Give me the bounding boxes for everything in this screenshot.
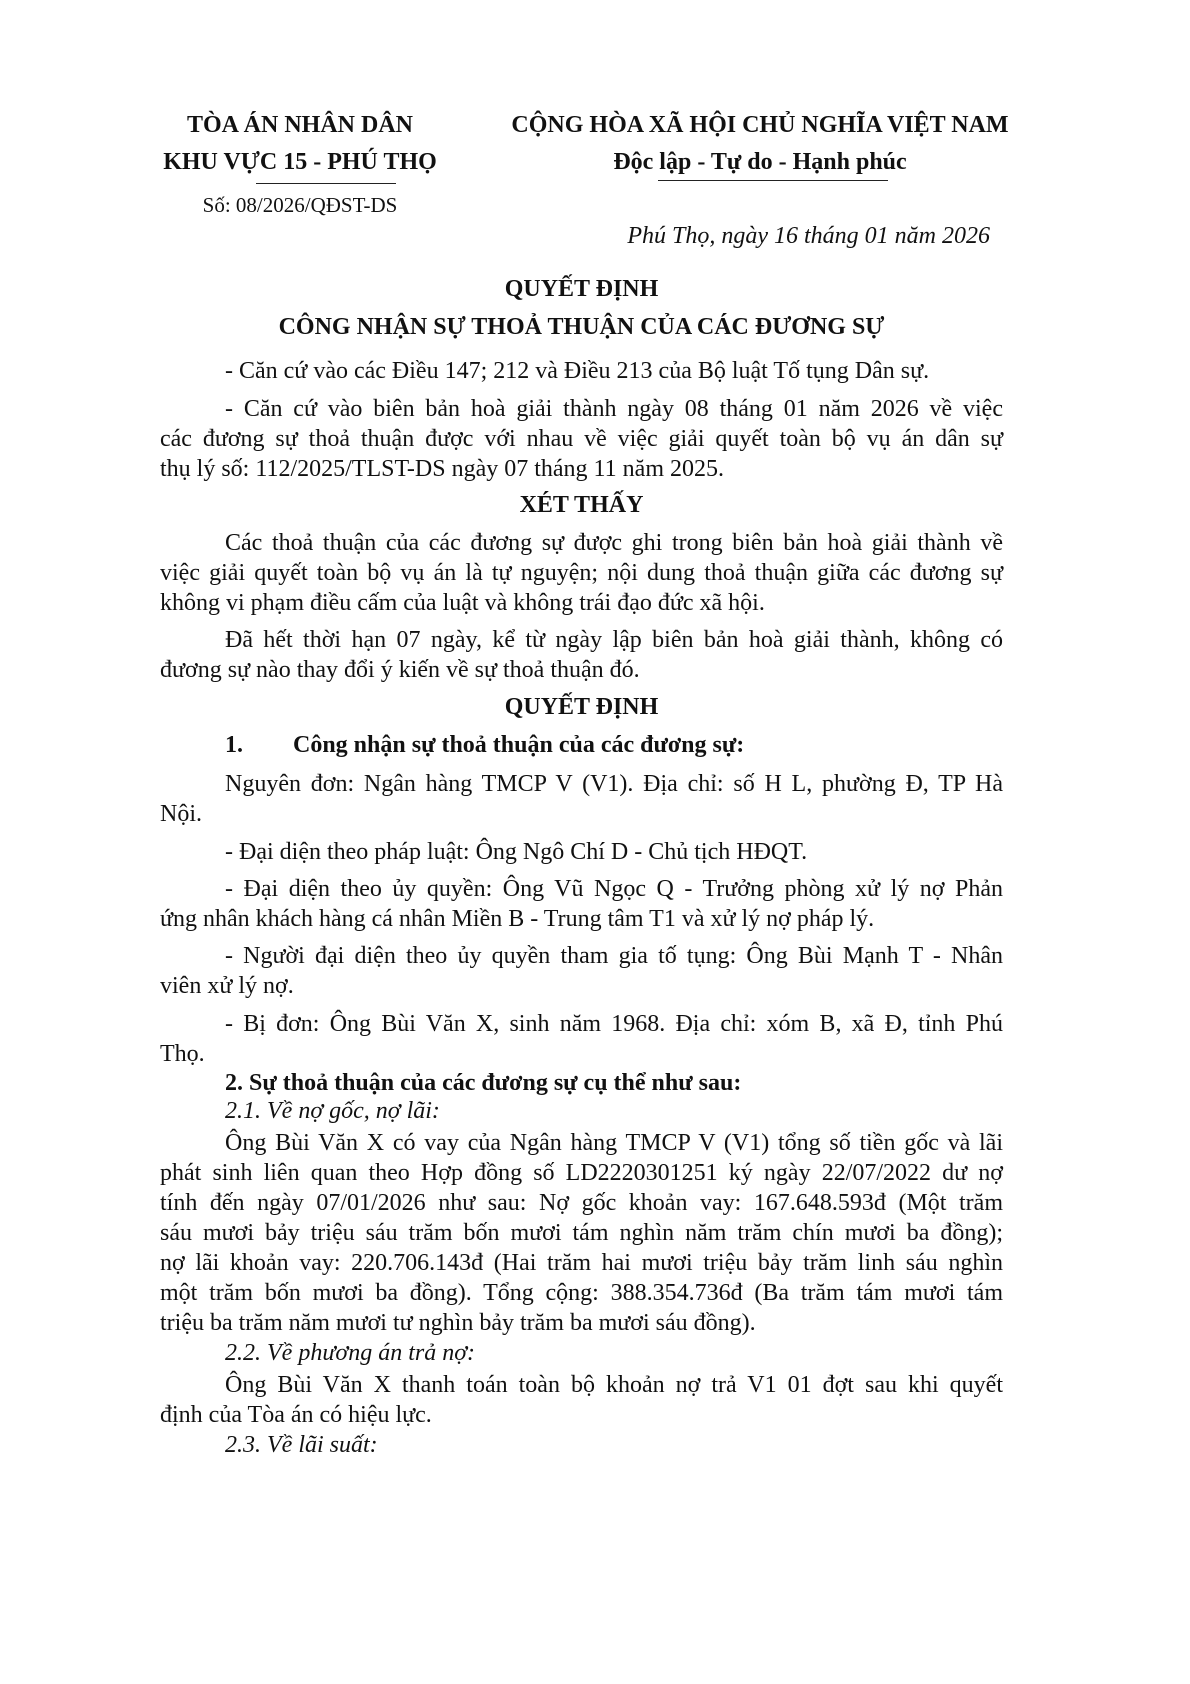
court-region: KHU VỰC 15 - PHÚ THỌ bbox=[163, 149, 437, 175]
party-line: - Bị đơn: Ông Bùi Văn X, sinh năm 1968. Địa chỉ: xóm B, xã Đ, tỉnh Phú bbox=[225, 1011, 1003, 1037]
sub21-line: sáu mươi bảy triệu sáu trăm bốn mươi tám nghìn năm trăm chín mươi ba đồng); bbox=[160, 1220, 1003, 1246]
party-line: viên xử lý nợ. bbox=[160, 973, 294, 999]
findings-line: đương sự nào thay đổi ý kiến về sự thoả thuận đó. bbox=[160, 657, 640, 683]
findings-line: việc giải quyết toàn bộ vụ án là tự nguyện; nội dung thoả thuận giữa các đương sự bbox=[160, 560, 1003, 586]
court-underline bbox=[256, 183, 396, 184]
findings-line: Các thoả thuận của các đương sự được ghi trong biên bản hoà giải thành về bbox=[225, 530, 1003, 556]
basis-line: - Căn cứ vào biên bản hoà giải thành ngày 08 tháng 01 năm 2026 về việc bbox=[225, 396, 1003, 422]
decision-heading: QUYẾT ĐỊNH bbox=[504, 694, 659, 720]
national-motto: Độc lập - Tự do - Hạnh phúc bbox=[613, 149, 907, 175]
sub21-line: một trăm bốn mươi ba đồng). Tổng cộng: 388.354.736đ (Ba trăm tám mươi tám bbox=[160, 1280, 1003, 1306]
sub21-line: tính đến ngày 07/01/2026 như sau: Nợ gốc khoản vay: 167.648.593đ (Một trăm bbox=[160, 1190, 1003, 1216]
party-line: ứng nhân khách hàng cá nhân Miền B - Trung tâm T1 và xử lý nợ pháp lý. bbox=[160, 906, 875, 932]
basis-line: thụ lý số: 112/2025/TLST-DS ngày 07 tháng 11 năm 2025. bbox=[160, 456, 724, 482]
nation-title: CỘNG HÒA XÃ HỘI CHỦ NGHĨA VIỆT NAM bbox=[511, 112, 1009, 138]
item1-number: 1. bbox=[225, 732, 243, 758]
sub21-line: phát sinh liên quan theo Hợp đồng số LD2220301251 ký ngày 22/07/2022 dư nợ bbox=[160, 1160, 1003, 1186]
party-line: - Đại diện theo pháp luật: Ông Ngô Chí D - Chủ tịch HĐQT. bbox=[225, 839, 808, 865]
party-line: Nội. bbox=[160, 801, 202, 827]
sub21-line: triệu ba trăm năm mươi tư nghìn bảy trăm ba mươi sáu đồng). bbox=[160, 1310, 756, 1336]
basis-line: các đương sự thoả thuận được với nhau về việc giải quyết toàn bộ vụ án dân sự bbox=[160, 426, 1003, 452]
sub21-title: 2.1. Về nợ gốc, nợ lãi: bbox=[225, 1098, 440, 1124]
decision-subtitle: CÔNG NHẬN SỰ THOẢ THUẬN CỦA CÁC ĐƯƠNG SỰ bbox=[278, 314, 885, 340]
party-line: Nguyên đơn: Ngân hàng TMCP V (V1). Địa chỉ: số H L, phường Đ, TP Hà bbox=[225, 771, 1003, 797]
findings-line: Đã hết thời hạn 07 ngày, kể từ ngày lập biên bản hoà giải thành, không có bbox=[225, 627, 1003, 653]
court-name: TÒA ÁN NHÂN DÂN bbox=[186, 112, 413, 138]
place-date: Phú Thọ, ngày 16 tháng 01 năm 2026 bbox=[627, 223, 990, 249]
party-line: - Người đại diện theo ủy quyền tham gia tố tụng: Ông Bùi Mạnh T - Nhân bbox=[225, 943, 1003, 969]
motto-underline bbox=[658, 180, 888, 181]
findings-heading: XÉT THẤY bbox=[519, 492, 644, 518]
item2-title: 2. Sự thoả thuận của các đương sự cụ thể như sau: bbox=[225, 1070, 742, 1096]
sub21-line: nợ lãi khoản vay: 220.706.143đ (Hai trăm hai mươi triệu bảy trăm linh sáu nghìn bbox=[160, 1250, 1003, 1276]
document-number: Số: 08/2026/QĐST-DS bbox=[202, 193, 398, 217]
sub22-line: định của Tòa án có hiệu lực. bbox=[160, 1402, 432, 1428]
sub23-title: 2.3. Về lãi suất: bbox=[225, 1432, 378, 1458]
party-line: - Đại diện theo ủy quyền: Ông Vũ Ngọc Q - Trưởng phòng xử lý nợ Phản bbox=[225, 876, 1003, 902]
item1-title: Công nhận sự thoả thuận của các đương sự: bbox=[293, 732, 745, 758]
party-line: Thọ. bbox=[160, 1041, 205, 1067]
sub22-line: Ông Bùi Văn X thanh toán toàn bộ khoản nợ trả V1 01 đợt sau khi quyết bbox=[225, 1372, 1003, 1398]
sub22-title: 2.2. Về phương án trả nợ: bbox=[225, 1340, 476, 1366]
sub21-line: Ông Bùi Văn X có vay của Ngân hàng TMCP V (V1) tổng số tiền gốc và lãi bbox=[225, 1130, 1003, 1156]
basis-line: - Căn cứ vào các Điều 147; 212 và Điều 213 của Bộ luật Tố tụng Dân sự. bbox=[225, 358, 930, 384]
decision-title: QUYẾT ĐỊNH bbox=[504, 276, 659, 302]
findings-line: không vi phạm điều cấm của luật và không trái đạo đức xã hội. bbox=[160, 590, 765, 616]
